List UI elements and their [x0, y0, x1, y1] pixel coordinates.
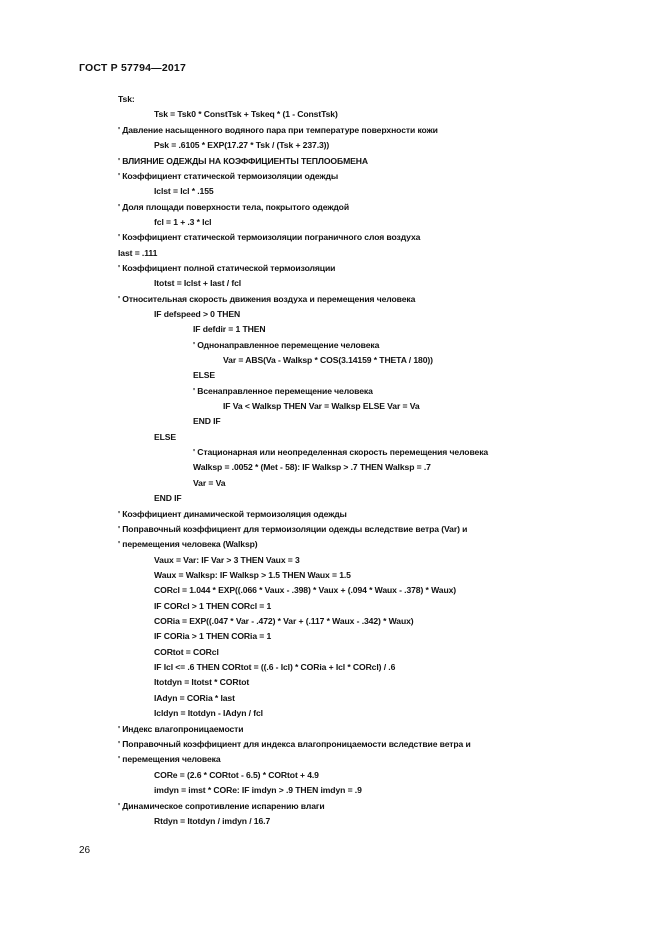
code-comment-line: ' Доля площади поверхности тела, покрытого одеждой — [118, 202, 350, 212]
code-line: Vaux = Var: IF Var > 3 THEN Vaux = 3 — [154, 555, 300, 565]
code-comment-line: ' Коэффициент полной статической термоизоляции — [118, 263, 336, 273]
code-line: CORe = (2.6 * CORtot - 6.5) * CORtot + 4.9 — [154, 770, 319, 780]
code-line: Tsk = Tsk0 * ConstTsk + Tskeq * (1 - ConstTsk) — [154, 109, 338, 119]
code-line: IF Icl <= .6 THEN CORtot = ((.6 - Icl) * CORia + Icl * CORcl) / .6 — [154, 662, 396, 672]
code-comment-line: ' Индекс влагопроницаемости — [118, 724, 244, 734]
code-comment-line: ' Коэффициент статической термоизоляции одежды — [118, 171, 339, 181]
code-comment-line: ' Поправочный коэффициент для индекса влагопроницаемости вследствие ветра и — [118, 739, 471, 749]
code-line: Psk = .6105 * EXP(17.27 * Tsk / (Tsk + 237.3)) — [154, 140, 330, 150]
code-line: Itotdyn = Itotst * CORtot — [154, 677, 250, 687]
code-comment-line: ' перемещения человека — [118, 754, 221, 764]
code-line: ELSE — [193, 370, 216, 380]
code-line: IAdyn = CORia * Iast — [154, 693, 235, 703]
code-line: IF CORcl > 1 THEN CORcl = 1 — [154, 601, 272, 611]
code-comment-line: ' перемещения человека (Walksp) — [118, 539, 258, 549]
code-comment-line: ' Коэффициент динамической термоизоляция одежды — [118, 509, 347, 519]
code-line: Itotst = Iclst + Iast / fcl — [154, 278, 242, 288]
code-comment-line: ' Динамическое сопротивление испарению влаги — [118, 801, 325, 811]
code-line: END IF — [193, 416, 221, 426]
code-comment-line: ' Однонаправленное перемещение человека — [193, 340, 380, 350]
code-line: IF defspeed > 0 THEN — [154, 309, 241, 319]
code-line: IF defdir = 1 THEN — [193, 324, 266, 334]
code-line: Icldyn = Itotdyn - IAdyn / fcl — [154, 708, 263, 718]
code-line: fcl = 1 + .3 * Icl — [154, 217, 212, 227]
code-comment-line: ' Поправочный коэффициент для термоизоляции одежды вследствие ветра (Var) и — [118, 524, 468, 534]
code-line: IF CORia > 1 THEN CORia = 1 — [154, 631, 272, 641]
code-line: ELSE — [154, 432, 177, 442]
code-comment-line: ' Всенаправленное перемещение человека — [193, 386, 373, 396]
code-line: Var = ABS(Va - Walksp * COS(3.14159 * THETA / 180)) — [223, 355, 433, 365]
code-line: CORia = EXP((.047 * Var - .472) * Var + (.117 * Waux - .342) * Waux) — [154, 616, 414, 626]
code-line: Var = Va — [193, 478, 226, 488]
code-line: Iast = .111 — [118, 248, 158, 258]
code-line: IF Va < Walksp THEN Var = Walksp ELSE Var = Va — [223, 401, 420, 411]
code-line: imdyn = imst * CORe: IF imdyn > .9 THEN imdyn = .9 — [154, 785, 362, 795]
code-comment-line: ' Стационарная или неопределенная скорость перемещения человека — [193, 447, 489, 457]
code-comment-line: ' Давление насыщенного водяного пара при температуре поверхности кожи — [118, 125, 438, 135]
code-comment-line: ' Относительная скорость движения воздуха и перемещения человека — [118, 294, 416, 304]
code-comment-line: ' ВЛИЯНИЕ ОДЕЖДЫ НА КОЭФФИЦИЕНТЫ ТЕПЛООБМЕНА — [118, 156, 368, 166]
code-line: Tsk: — [118, 94, 135, 104]
code-comment-line: ' Коэффициент статической термоизоляции пограничного слоя воздуха — [118, 232, 421, 242]
page-number: 26 — [79, 845, 91, 856]
code-line: Rtdyn = Itotdyn / imdyn / 16.7 — [154, 816, 271, 826]
document-header: ГОСТ Р 57794—2017 — [79, 62, 187, 74]
code-line: CORtot = CORcl — [154, 647, 219, 657]
code-line: CORcl = 1.044 * EXP((.066 * Vaux - .398) * Vaux + (.094 * Waux - .378) * Waux) — [154, 585, 457, 595]
code-line: END IF — [154, 493, 182, 503]
code-line: Iclst = Icl * .155 — [154, 186, 214, 196]
code-line: Waux = Walksp: IF Walksp > 1.5 THEN Waux = 1.5 — [154, 570, 351, 580]
code-line: Walksp = .0052 * (Met - 58): IF Walksp > .7 THEN Walksp = .7 — [193, 462, 431, 472]
